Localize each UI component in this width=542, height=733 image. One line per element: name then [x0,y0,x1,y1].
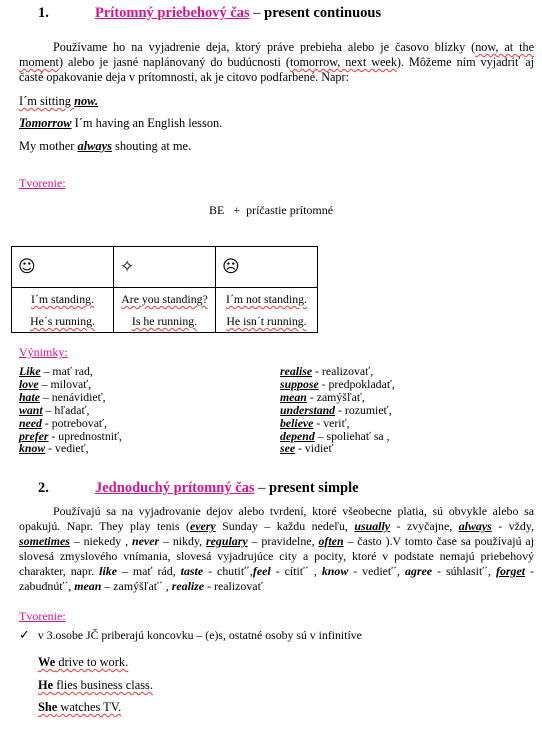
text-span: like [99,564,117,578]
text-span: Like [19,364,41,378]
text-span: hate [19,389,40,404]
text-span: suppose [280,376,319,391]
text-span: agree [404,564,433,578]
text-span: - chutiť´, [203,564,253,578]
text-span: know [19,441,46,456]
text-span: sometimes [19,534,70,548]
text-span: see [280,441,296,456]
text-span: – často ).V tomto čase sa používajú aj slovesá zmyslového vnímania, slovesá vyjadrujúce city a pocity, ktoré v podstate nemajú priebehový charakter, napr. [19,534,534,578]
section-1-intro [19,40,534,85]
vynimky-label: Výnimky: [19,345,68,359]
text-span: – niekedy , [69,534,133,548]
exception-item [19,442,122,455]
text-span: Are you standing? [121,292,208,306]
text-span: - vedieť, [45,441,89,456]
text-span: shouting at me. [111,139,192,153]
question-cell [114,288,216,333]
tvorenie-label: Tvorenie: [19,176,66,190]
text-span: I´m having an English lesson. [71,116,223,130]
section-number: 1. [38,5,49,21]
negative-cell [216,288,318,333]
text-span: - potrebovať, [41,415,107,430]
question-icon-cell [114,247,216,288]
text-span: He [38,678,54,692]
text-span: watches TV. [57,700,122,714]
text-span: - vidieť [295,441,334,456]
checkmark-icon: ✓ [19,628,30,643]
exception-item [280,442,395,455]
section-1-title [95,5,381,22]
text-span: – nikdy, [159,534,207,548]
title-en: present continuous [264,5,382,21]
text-span: - veriť, [313,415,350,430]
text-span: ). Môžeme ním vyjadriť aj časté opakovanie deja v prítomnosti, ak je citovo podfarbené. Napr: [19,55,534,84]
text-span: often [318,534,344,548]
text-span: I´m standing. [31,292,94,306]
text-span: depend [280,428,315,443]
text-span: mean [280,389,307,404]
text-span: Tomorrow [19,116,72,130]
text-span: every [189,519,216,533]
text-span: – milovať, [38,376,92,391]
rule-item [19,628,362,643]
example-sentence-3 [19,139,191,154]
text-span: – mať rad, [40,364,93,378]
text-span: understand [280,402,336,417]
text-span: - vždy, [491,519,535,533]
text-span: He isn´t running. [226,314,307,328]
text-span: Sunday – každu nedeľu, [215,519,355,533]
frown-icon: ☹ [222,257,240,277]
text-span: – hľadať, [42,402,90,417]
text-span: - zabudnúť´, [19,564,534,593]
text-span: We [38,655,56,669]
text-span: love [19,376,39,391]
text-span: - súhlasiť´, [432,564,496,578]
text-span: prefer [19,428,49,443]
question-diamond-icon: ✧ [120,257,135,277]
text-span: - realizovať [204,579,263,593]
text-span: - zamýšľať, [306,389,365,404]
text-span: – zamýšľať´ , [101,579,172,593]
text-span: always [77,139,112,153]
section-1-heading [38,5,49,22]
tvorenie-label-2: Tvorenie: [19,609,66,623]
text-span: forget [495,564,526,578]
negative-icon-cell [216,247,318,288]
text-span: regulary [206,534,248,548]
text-span: - uprednostniť, [48,428,123,443]
text-span: now. [74,94,99,108]
text-span: I´m sitting [19,94,75,108]
title-sep: – [249,5,265,21]
text-span: realise [280,364,313,378]
text-span: Používame ho na vyjadrenie deja, ktorý práve prebieha alebo je časovo blízky ( [53,40,476,54]
text-span: believe [280,415,314,430]
text-span: I´m not standing. [226,292,307,306]
text-span: - cítiť´ , [270,564,322,578]
positive-icon-cell [12,247,114,288]
forms-table [11,246,318,333]
text-span: - predpokladať, [318,376,395,391]
text-span: now, at the moment [19,40,534,69]
text-span: tomorrow, next week [289,55,397,69]
text-span: drive to work. [55,655,129,669]
text-span: – nenávidieť, [39,389,106,404]
example-sentence-1 [19,94,98,109]
text-span: – spoliehať sa , [314,428,390,443]
section-number: 2. [38,480,49,496]
text-span: ) alebo je jasné naplánovaný do budúcnosti ( [58,55,290,69]
text-span: taste [180,564,204,578]
text-span: always [458,519,492,533]
text-span: never [132,534,160,548]
text-span: mean [74,579,102,593]
text-span: – pravidelne, [247,534,319,548]
text-span: need [19,415,42,430]
title-sk: Prítomný priebehový čas [95,5,250,21]
text-span: She [38,700,58,714]
text-span: He´s running. [30,314,95,328]
section-2-heading [38,480,49,497]
text-span: My mother [19,139,78,153]
text-span: want [19,402,43,417]
exceptions-right-list [280,365,395,455]
text-span: feel [252,564,271,578]
text-span: - vedieť´, [348,564,405,578]
text-span: realize [171,579,205,593]
section-2-title [95,480,359,497]
text-span: - realizovať, [312,364,374,378]
section-2-paragraph [19,504,534,594]
title-en: present simple [269,480,359,496]
text-span: Používajú sa na vyjadrovanie dejov alebo tvrdení, ktoré všeobecne platia, sú obvykle alebo sa opakujú. Napr. They play tenis ( [19,504,534,533]
text-span: flies business class. [53,678,153,692]
positive-cell [12,288,114,333]
text-span: - rozumieť, [335,402,392,417]
text-span: v 3.osobe JČ priberajú koncovku – (e)s, ostatné osoby sú v infinitíve [37,628,362,642]
smiley-icon: ☺ [18,257,36,277]
example-sentence-2 [19,116,222,131]
text-span: – mať rád, [116,564,181,578]
title-sk: Jednoduchý prítomný čas [95,480,255,496]
text-span: know [321,564,349,578]
example-sentence-4 [38,655,128,670]
text-span: Is he running. [131,314,198,328]
exceptions-left-list [19,365,122,455]
text-span: - zvyčajne, [390,519,459,533]
title-sep: – [254,480,270,496]
text-span: usually [354,519,391,533]
example-sentence-6 [38,700,121,715]
example-sentence-5 [38,678,153,693]
formula: BE + príčastie prítomné [209,203,334,217]
